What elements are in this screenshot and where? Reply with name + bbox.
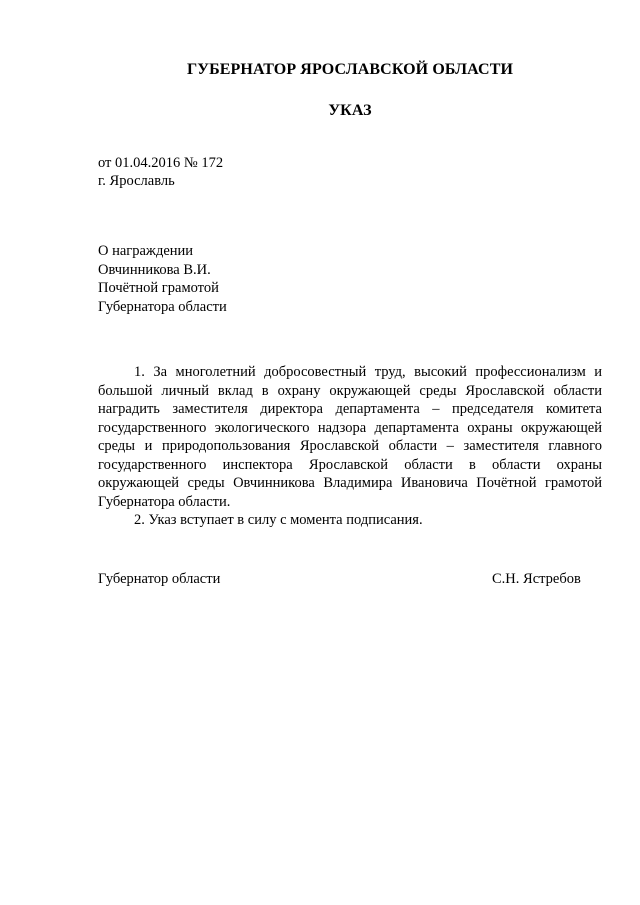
signature-name: С.Н. Ястребов — [492, 571, 581, 587]
subject-line: Губернатора области — [98, 298, 227, 315]
signature-position: Губернатор области — [98, 571, 221, 587]
date-number: от 01.04.2016 № 172 — [98, 155, 224, 171]
subject-line: О награждении — [98, 243, 194, 259]
authority-heading: ГУБЕРНАТОР ЯРОСЛАВСКОЙ ОБЛАСТИ — [186, 61, 514, 78]
document-meta — [98, 154, 223, 190]
body-paragraph: 1. За многолетний добросовестный труд, высокий профессионализм и большой личный вклад в охрану окружающей среды Ярославской области наградить заместителя директора департамента – председателя комитета государственного экологического надзора департамента охраны окружающей среды и природопользования Ярославской области – заместителя главного государственного инспектора Ярославской области в области охраны окружающей среды Овчинникова Владимира Ивановича Почётной грамотой Губернатора области. — [98, 364, 602, 510]
subject-line: Овчинникова В.И. — [98, 261, 211, 278]
place: г. Ярославль — [98, 173, 175, 189]
document-body — [98, 363, 602, 530]
document-subject — [98, 242, 227, 316]
document-type-heading: УКАЗ — [328, 102, 372, 119]
body-paragraph: 2. Указ вступает в силу с момента подписания. — [134, 512, 423, 528]
subject-line: Почётной грамотой — [98, 280, 219, 296]
